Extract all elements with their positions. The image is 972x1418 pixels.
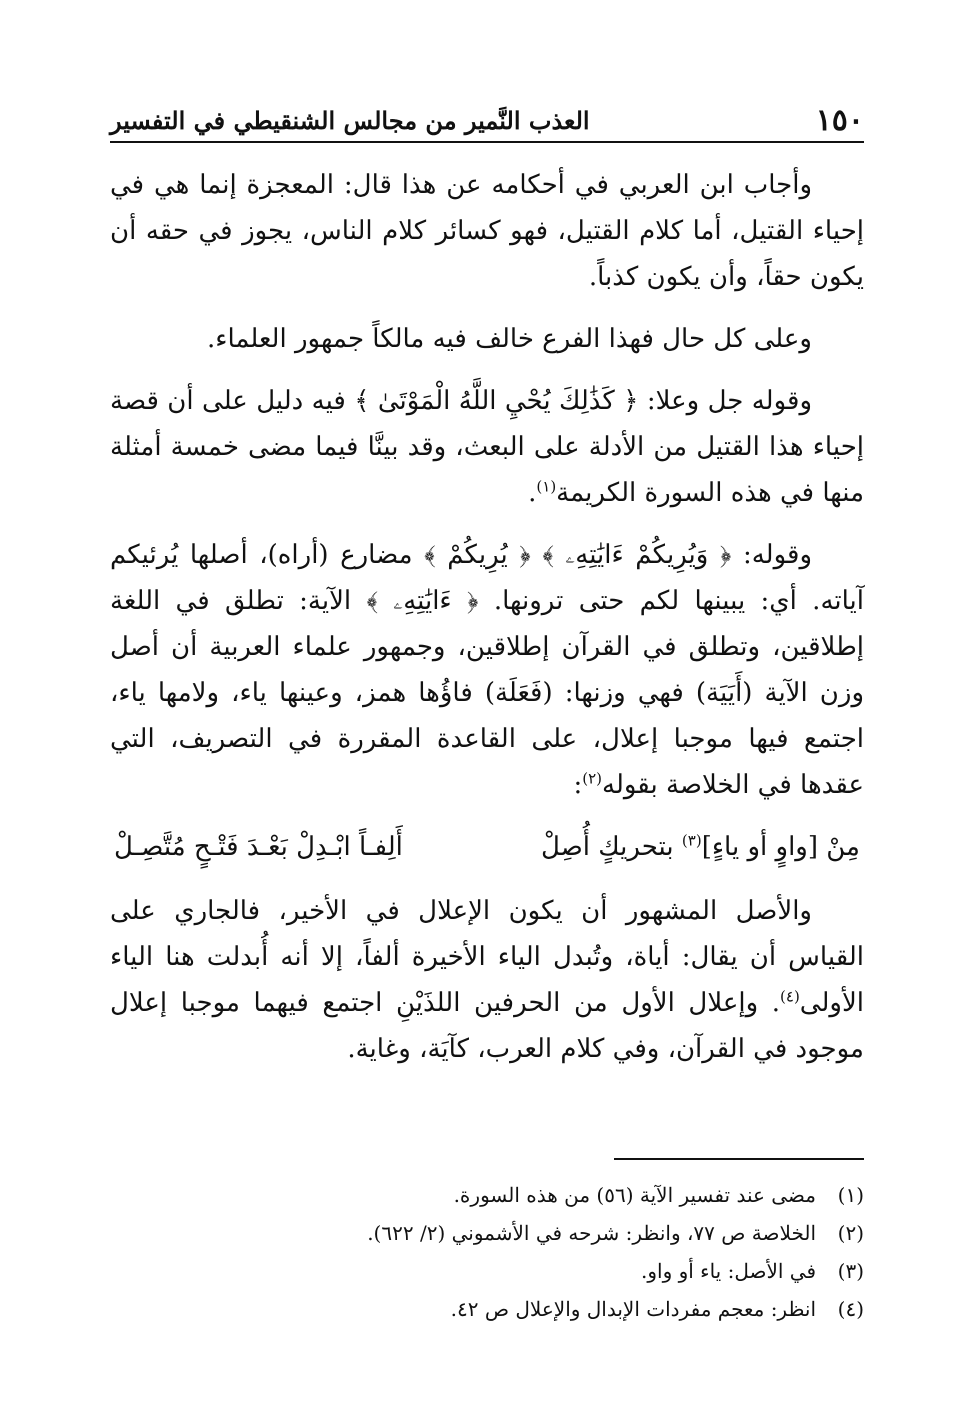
paragraph-2 [110, 316, 864, 362]
paragraph-3 [110, 378, 864, 516]
header-rule [110, 141, 864, 143]
paragraph-2-text: وعلى كل حال فهذا الفرع خالف فيه مالكاً جمهور العلماء. [206, 324, 812, 354]
paragraph-4-end: : [573, 770, 583, 800]
footnote-text: انظر: معجم مفردات الإبدال والإعلال ص ٤٢. [450, 1297, 816, 1321]
footnote-4 [110, 1290, 864, 1328]
main-text [110, 162, 864, 1088]
verse-first-hemistich [541, 824, 860, 870]
footnote-number: (٢) [837, 1221, 864, 1245]
paragraph-5-text: والأصل المشهور أن يكون الإعلال في الأخير، فالجاري على القياس أن يقال: أياة، وتُبدل الياء الأخيرة ألفاً، إلا أنه أُبدلت هنا الياء الأولى [110, 896, 864, 1018]
paragraph-3-text: وقوله جل وعلا: ﴿ كَذَٰلِكَ يُحْيِ اللَّهُ الْمَوْتَىٰ ﴾ فيه دليل على أن قصة إحياء هذا القتيل من الأدلة على البعث، وقد بينَّا فيما مضى خمسة أمثلة منها في هذه السورة الكريمة [110, 386, 864, 508]
footnote-number: (١) [837, 1183, 864, 1207]
paragraph-3-end: . [528, 478, 537, 508]
paragraph-5 [110, 888, 864, 1072]
paragraph-4 [110, 532, 864, 808]
paragraph-1-text: وأجاب ابن العربي في أحكامه عن هذا قال: المعجزة إنما هي في إحياء القتيل، أما كلام القتيل، فهو كسائر كلام الناس، يجوز في حقه أن يكون حقاً، وأن يكون كذباً. [110, 170, 864, 292]
running-title: العذب النَّمير من مجالس الشنقيطي في التفسير [110, 106, 590, 135]
paragraph-4-text: وقوله: ﴿ وَيُرِيكُمْ ءَايَٰتِهِۦ ﴾ ﴿ يُرِيكُمْ ﴾ مضارع (أراه)، أصلها يُرئيكم آياته. أي: يبينها لكم حتى ترونها. ﴿ ءَايَٰتِهِۦ ﴾ الآية: تطلق في اللغة إطلاقين، وتطلق في القرآن إطلاقين، وجمهور علماء العربية أن أصل وزن الآية (أَيَيَة) فهي وزنها: (فَعَلَة) فاؤُها همز، وعينها ياء، ولامها ياء، اجتمع فيها موجبا إعلال، على القاعدة المقررة في التصريف، التي عقدها في الخلاصة بقوله [110, 540, 864, 800]
footnote-number: (٤) [837, 1297, 864, 1321]
footnote-1 [110, 1176, 864, 1214]
footnote-ref-4[interactable]: (٤) [780, 987, 800, 1006]
footnote-number: (٣) [837, 1259, 864, 1283]
footnote-ref-2[interactable]: (٢) [582, 769, 603, 788]
footnote-ref-1[interactable]: (١) [536, 477, 557, 496]
verse-second-hemistich: أَلِفـاً ابْـدِلْ بَعْـدَ فَتْـحٍ مُتَّصِـلْ [114, 832, 403, 862]
paragraph-1 [110, 162, 864, 300]
page-header [110, 98, 864, 138]
footnote-separator [614, 1158, 864, 1160]
footnotes [110, 1176, 864, 1328]
page-number: ١٥٠ [815, 103, 864, 138]
poetry-verse [110, 824, 864, 870]
verse-first-text: مِنْ [واوٍ أو ياءٍ] [701, 832, 860, 862]
footnote-text: في الأصل: ياء أو واو. [641, 1259, 816, 1283]
page [110, 0, 864, 1418]
paragraph-5-tail: . وإعلال الأول من الحرفين اللذَيْنِ اجتمع فيهما موجبا إعلال موجود في القرآن، وفي كلام العرب، كآيَة، وغاية. [110, 988, 864, 1064]
footnote-text: مضى عند تفسير الآية (٥٦) من هذه السورة. [453, 1183, 816, 1207]
verse-first-tail: بتحريكٍ أُصِلْ [541, 832, 674, 862]
footnote-ref-3[interactable]: (٣) [681, 831, 702, 850]
footnote-3 [110, 1252, 864, 1290]
footnote-text: الخلاصة ص ٧٧، وانظر: شرحه في الأشموني (٢/ ٦٢٢). [367, 1221, 816, 1245]
footnote-2 [110, 1214, 864, 1252]
